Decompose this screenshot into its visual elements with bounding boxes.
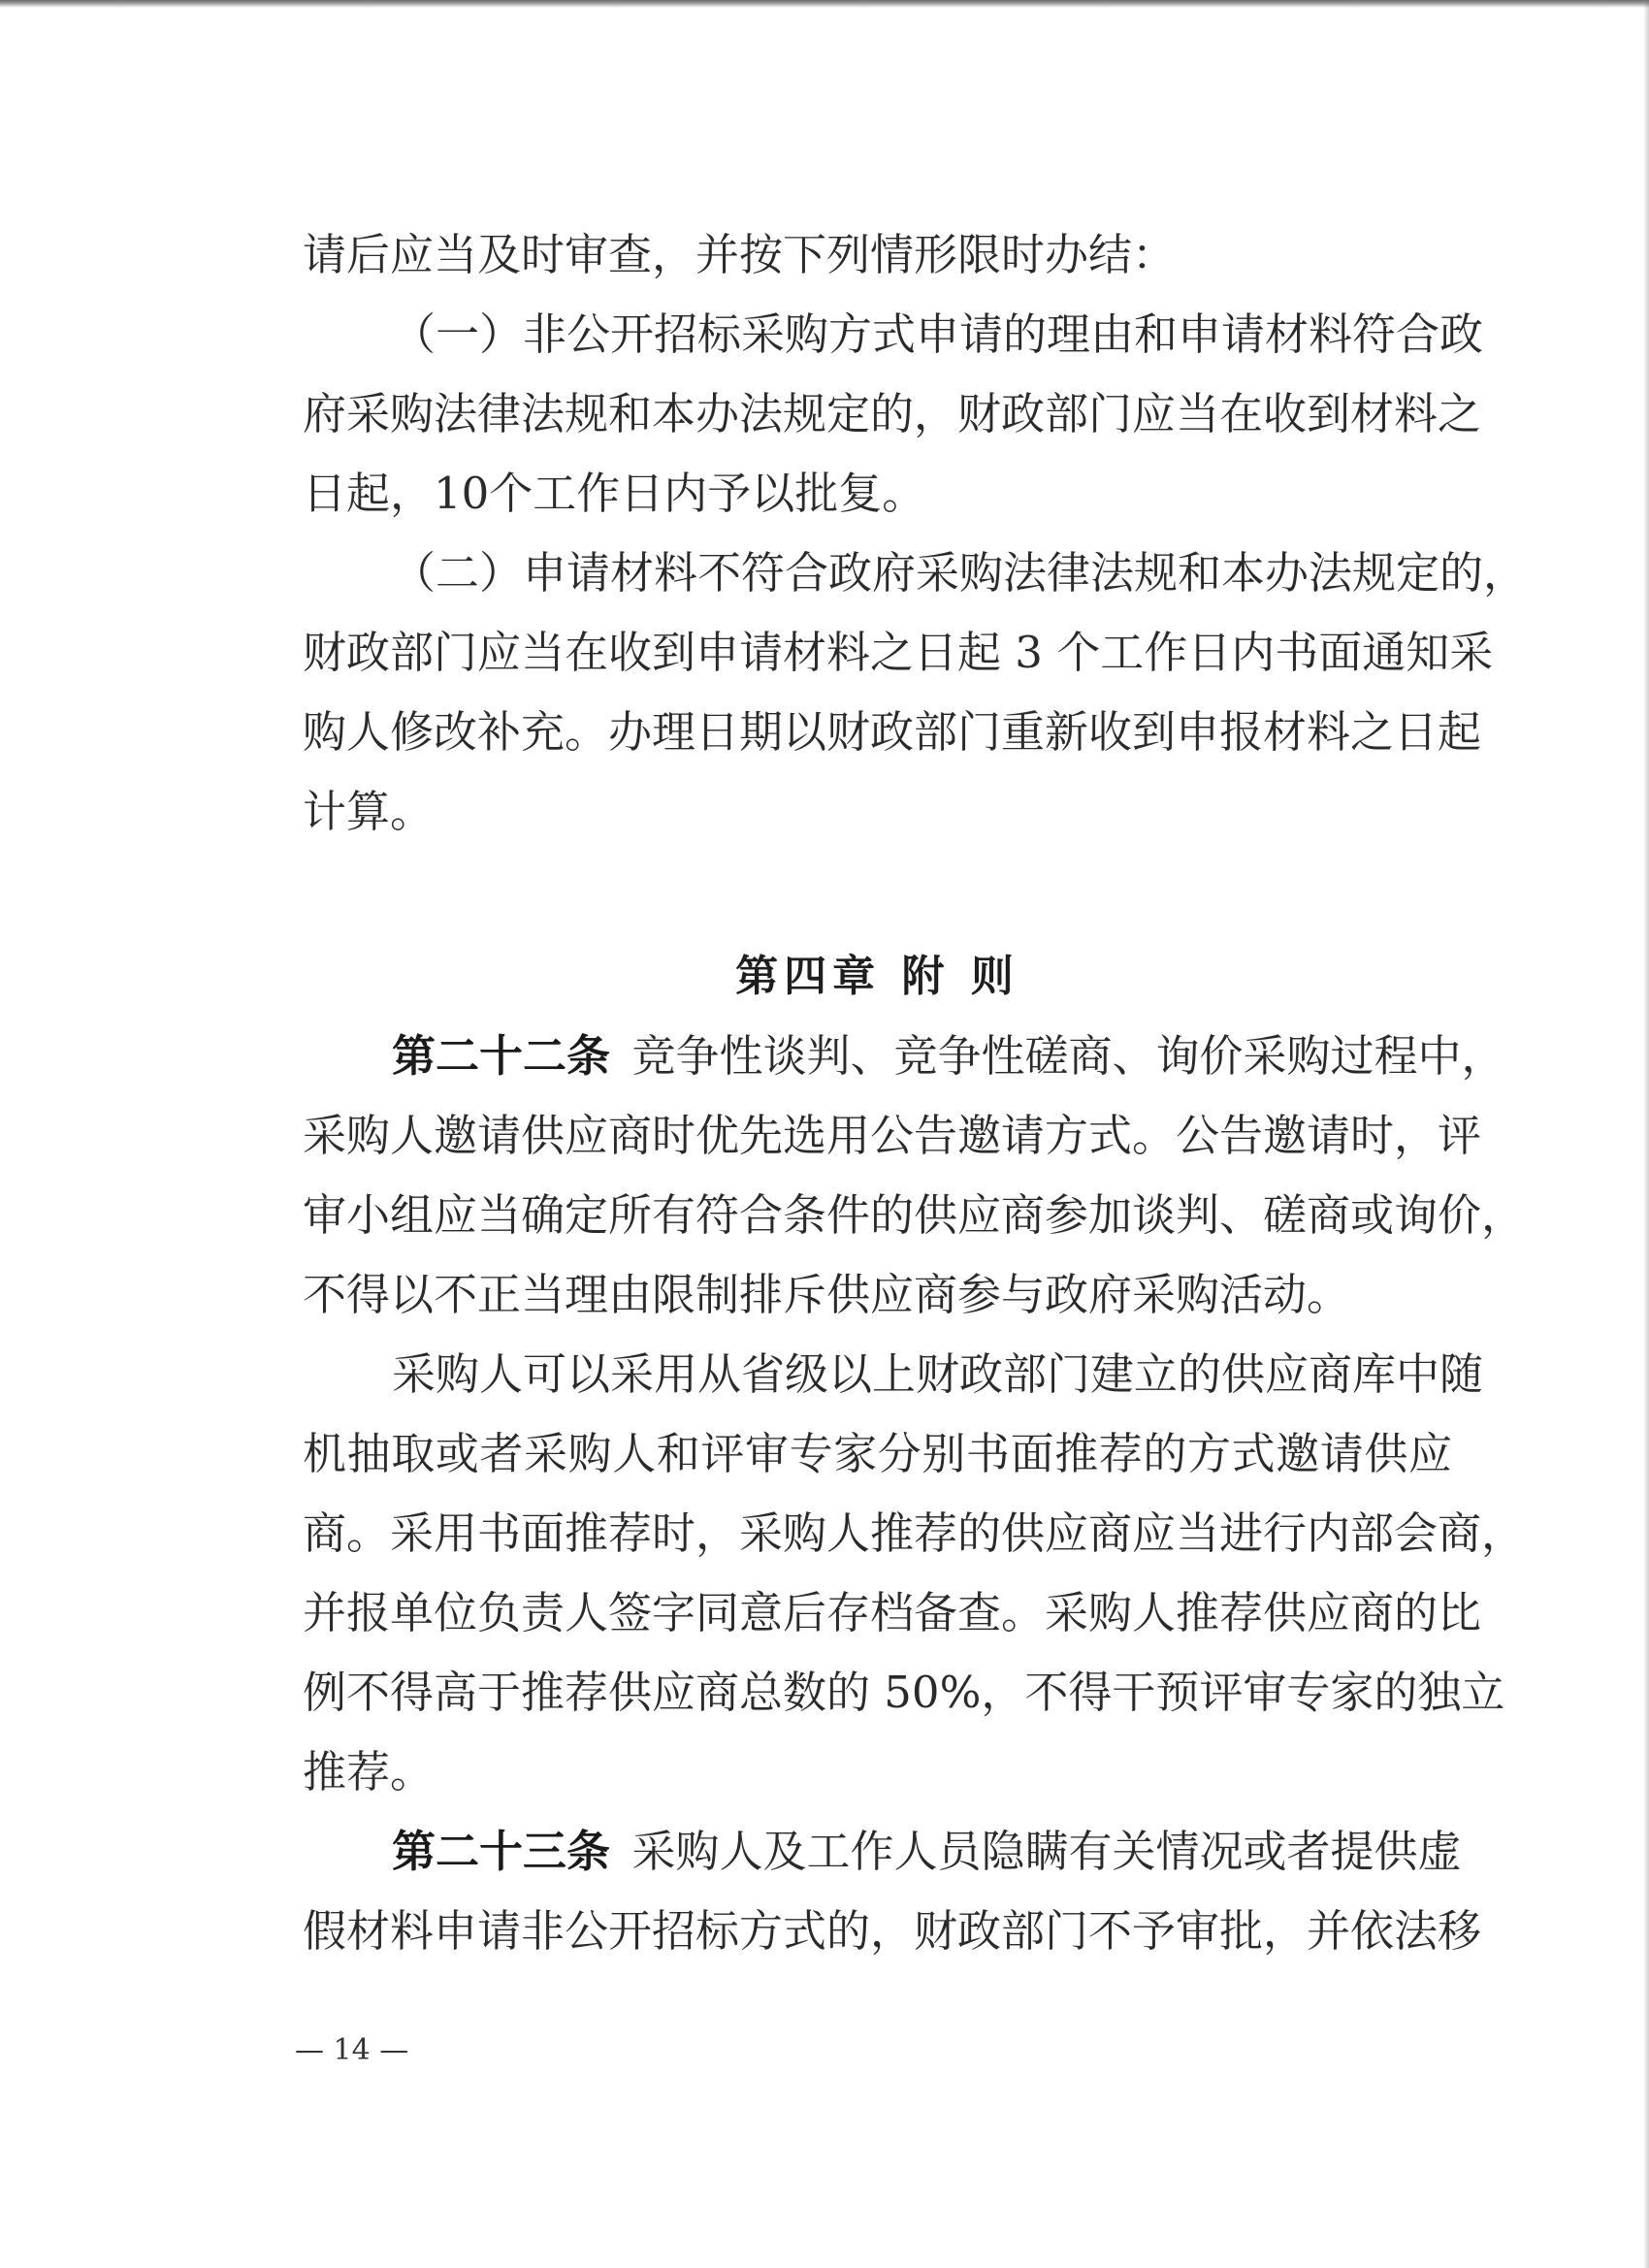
text-span: 竞争性谈判、竞争性磋商、询价采购过程中， bbox=[631, 1030, 1505, 1082]
text-line: 并报单位负责人签字同意后存档备查。采购人推荐供应商的比 bbox=[303, 1587, 1482, 1638]
scan-edge-right bbox=[1643, 0, 1649, 2268]
text-line: （二）申请材料不符合政府采购法律法规和本办法规定的， bbox=[392, 547, 1528, 599]
text-line: 审小组应当确定所有符合条件的供应商参加谈判、磋商或询价， bbox=[303, 1189, 1526, 1241]
page-number: — 14 — bbox=[295, 2033, 409, 2067]
document-body bbox=[303, 215, 1528, 1971]
article-23-label: 第二十三条 bbox=[392, 1826, 611, 1877]
text-line: 商。采用书面推荐时，采购人推荐的供应商应当进行内部会商， bbox=[303, 1507, 1526, 1559]
text-line: 日起，10个工作日内予以批复。 bbox=[303, 468, 926, 519]
text-span bbox=[610, 1030, 632, 1082]
text-line: 计算。 bbox=[303, 786, 435, 837]
text-span bbox=[610, 1826, 632, 1877]
text-line: 购人修改补充。办理日期以财政部门重新收到申报材料之日起 bbox=[303, 706, 1482, 758]
text-line: 假材料申请非公开招标方式的，财政部门不予审批，并依法移 bbox=[303, 1905, 1482, 1957]
scan-edge-top bbox=[0, 0, 1649, 8]
text-line: 采购人邀请供应商时优先选用公告邀请方式。公告邀请时，评 bbox=[303, 1110, 1482, 1161]
text-line: 不得以不正当理由限制排斥供应商参与政府采购活动。 bbox=[303, 1269, 1351, 1320]
text-line: 推荐。 bbox=[303, 1746, 435, 1798]
section-gap bbox=[303, 852, 1452, 937]
text-line: （一）非公开招标采购方式申请的理由和申请材料符合政 bbox=[392, 308, 1484, 360]
article-22-label: 第二十二条 bbox=[392, 1030, 611, 1082]
text-span: 采购人及工作人员隐瞒有关情况或者提供虚 bbox=[631, 1826, 1462, 1877]
text-line: 采购人可以采用从省级以上财政部门建立的供应商库中随 bbox=[392, 1348, 1484, 1400]
chapter-heading: 第四章 附 则 bbox=[735, 952, 1019, 1001]
text-line: 例不得高于推荐供应商总数的 50%，不得干预评审专家的独立 bbox=[303, 1667, 1505, 1718]
text-line: 府采购法律法规和本办法规定的，财政部门应当在收到材料之 bbox=[303, 388, 1482, 439]
text-line: 请后应当及时审查，并按下列情形限时办结： bbox=[303, 229, 1177, 280]
text-line: 机抽取或者采购人和评审专家分别书面推荐的方式邀请供应 bbox=[303, 1428, 1452, 1479]
article-23-first-line bbox=[303, 1812, 1462, 1892]
article-22-first-line bbox=[303, 1017, 1505, 1096]
text-line: 财政部门应当在收到申请材料之日起 3 个工作日内书面通知采 bbox=[303, 627, 1494, 678]
